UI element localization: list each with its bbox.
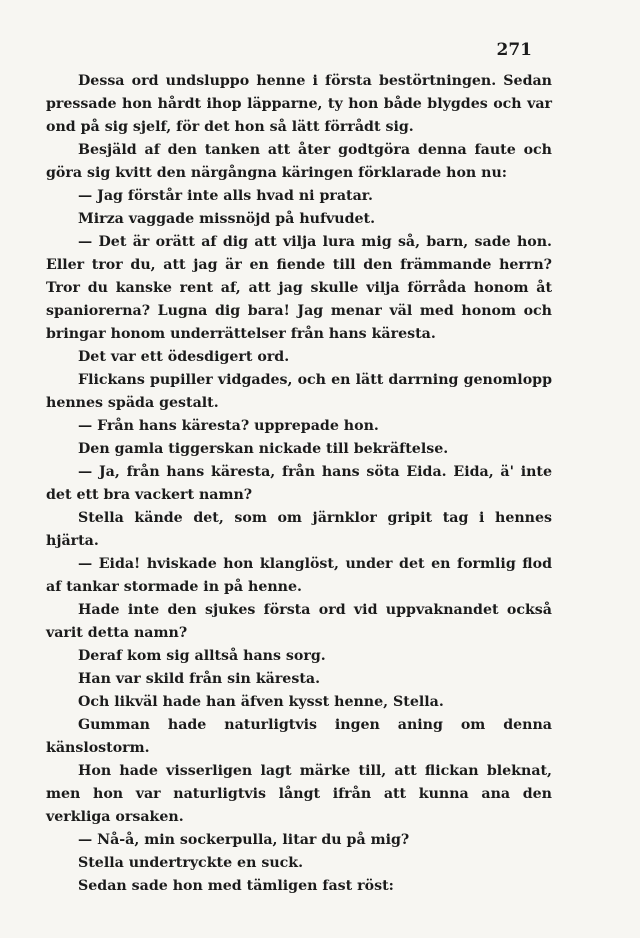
paragraph: — Ja, från hans käresta, från hans söta Eida. Eida, ä' inte det ett bra vackert namn?	[46, 464, 552, 503]
paragraph: — Nå-å, min sockerpulla, litar du på mig?	[78, 832, 410, 848]
paragraph: — Från hans käresta? upprepade hon.	[78, 418, 379, 434]
paragraph: Hon hade visserligen lagt märke till, att flickan bleknat, men hon var naturligtvis långt ifrån att kunna ana den verkliga orsaken.	[46, 763, 552, 825]
paragraph: Besjäld af den tanken att åter godtgöra denna faute och göra sig kvitt den närgångna käringen förklarade hon nu:	[46, 142, 552, 181]
paragraph: Den gamla tiggerskan nickade till bekräftelse.	[78, 441, 449, 457]
paragraph: — Det är orätt af dig att vilja lura mig så, barn, sade hon. Eller tror du, att jag är en fiende till den främmande herrn? Tror du kanske rent af, att jag skulle vilja förråda honom åt spaniorerna? Lugna dig bara! Jag menar väl med honom och bringar honom underrättelser från hans käresta.	[46, 234, 552, 342]
body-text	[46, 70, 552, 898]
paragraph: Han var skild från sin käresta.	[78, 671, 321, 687]
paragraph: Mirza vaggade missnöjd på hufvudet.	[78, 211, 376, 227]
paragraph: Stella undertryckte en suck.	[78, 855, 304, 871]
paragraph: Hade inte den sjukes första ord vid uppvaknandet också varit detta namn?	[46, 602, 552, 641]
paragraph: Stella kände det, som om järnklor gripit tag i hennes hjärta.	[46, 510, 552, 549]
paragraph: Gumman hade naturligtvis ingen aning om denna känslostorm.	[46, 717, 552, 756]
paragraph: Flickans pupiller vidgades, och en lätt darrning genomlopp hennes späda gestalt.	[46, 372, 552, 411]
paragraph: Och likväl hade han äfven kysst henne, Stella.	[78, 694, 444, 710]
paragraph: Dessa ord undsluppo henne i första bestörtningen. Sedan pressade hon hårdt ihop läpparne, ty hon både blygdes och var ond på sig sjelf, för det hon så lätt förrådt sig.	[46, 73, 552, 135]
paragraph: Sedan sade hon med tämligen fast röst:	[78, 878, 394, 894]
paragraph: — Eida! hviskade hon klanglöst, under det en formlig flod af tankar stormade in på henne.	[46, 556, 552, 595]
paragraph: Deraf kom sig alltså hans sorg.	[78, 648, 326, 664]
page-number: 271	[496, 40, 532, 60]
paragraph: Det var ett ödesdigert ord.	[78, 349, 290, 365]
paragraph: — Jag förstår inte alls hvad ni pratar.	[78, 188, 373, 204]
